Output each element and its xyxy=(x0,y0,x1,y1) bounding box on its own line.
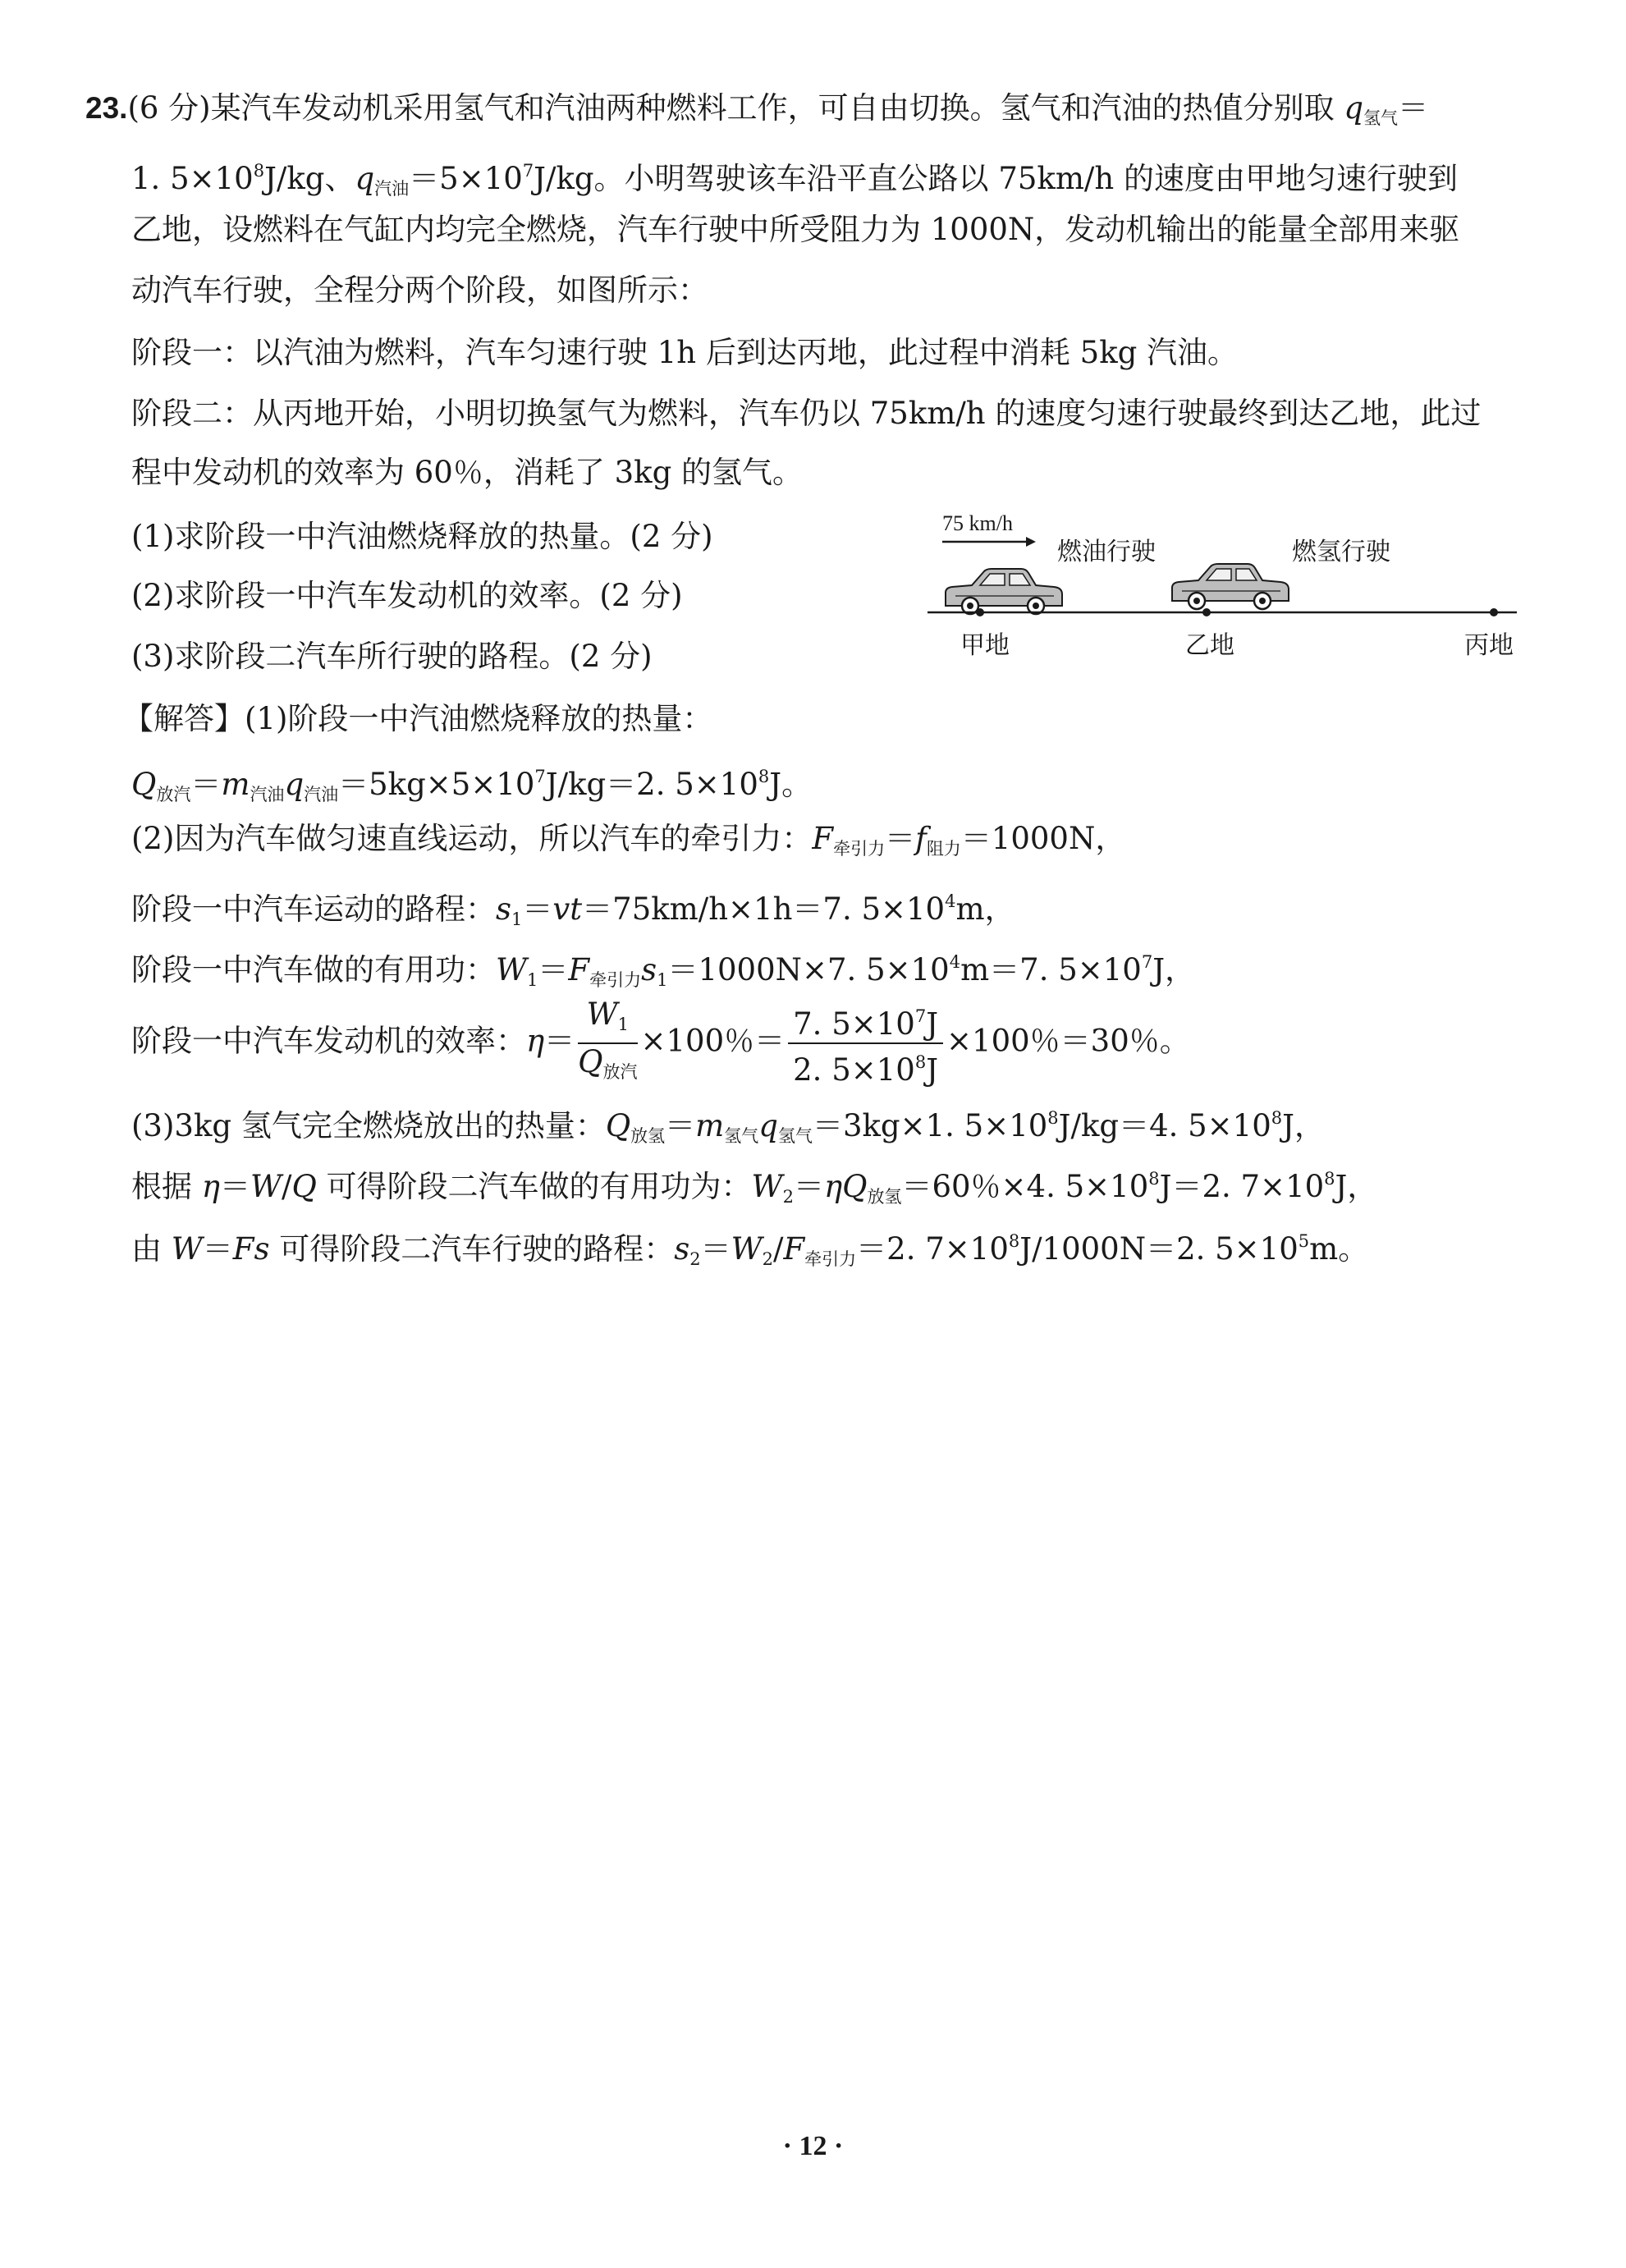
var: Q xyxy=(131,767,157,802)
solution-step-3-line-3 xyxy=(131,1221,1368,1279)
text: 2. 5×10 xyxy=(793,1052,915,1088)
subscript: 放氢 xyxy=(867,1187,902,1207)
text-segment: J/kg。小明驾驶该车沿平直公路以 75km/h 的速度由甲地匀速行驶到 xyxy=(534,161,1458,196)
text: ＝75km/h×1h＝7. 5×10 xyxy=(582,891,946,927)
solution-step-2-line-4 xyxy=(131,997,1190,1090)
solution-header: 【解答】(1)阶段一中汽油燃烧释放的热量： xyxy=(123,701,713,736)
question-line-1 xyxy=(85,89,1428,138)
sub-hydrogen: 氢气 xyxy=(1363,108,1399,128)
fraction-w1-over-q xyxy=(578,997,637,1090)
var-q: q xyxy=(1344,90,1364,126)
text: 可得阶段二汽车行驶的路程： xyxy=(269,1231,675,1267)
var: W xyxy=(731,1231,763,1267)
place-yi: 乙地 xyxy=(1185,631,1234,660)
fraction-values xyxy=(788,998,943,1088)
exponent: 8 xyxy=(1008,1231,1020,1251)
exponent: 8 xyxy=(1271,1108,1283,1128)
var: Q xyxy=(578,1044,603,1079)
text: J。 xyxy=(769,767,813,802)
var: F xyxy=(783,1231,805,1267)
var: W xyxy=(496,952,528,987)
var: F xyxy=(812,821,834,856)
text: 7. 5×10 xyxy=(793,1006,915,1042)
car-icon xyxy=(946,569,1062,614)
var: η xyxy=(823,1169,843,1204)
text-segment: 1. 5×10 xyxy=(131,161,254,196)
var: Q xyxy=(605,1108,631,1143)
question-line-2 xyxy=(131,151,1458,208)
subscript: 放汽 xyxy=(156,785,191,804)
text: ＝1000N×7. 5×10 xyxy=(667,952,950,987)
car-icon xyxy=(1172,564,1289,609)
text: ＝5kg×5×10 xyxy=(338,767,535,802)
var: Q xyxy=(842,1169,868,1204)
var: W xyxy=(250,1169,282,1204)
place-jia: 甲地 xyxy=(960,631,1010,660)
text: ＝ xyxy=(885,821,916,856)
subscript: 1 xyxy=(527,970,538,990)
text: ＝ xyxy=(190,767,222,802)
text: 根据 xyxy=(131,1169,202,1204)
var: vt xyxy=(552,891,583,927)
text: J， xyxy=(1152,952,1196,987)
point-c-marker xyxy=(1490,608,1498,616)
solution-step-3-line-2 xyxy=(131,1159,1377,1216)
stage-2-text-line-1: 阶段二：从丙地开始，小明切换氢气为燃料，汽车仍以 75km/h 的速度匀速行驶最终到达乙地，此过 xyxy=(131,396,1482,431)
text: ＝ xyxy=(700,1231,731,1267)
text: J/kg＝2. 5×10 xyxy=(545,767,758,802)
var: f xyxy=(915,821,927,856)
text: ×100％＝30％。 xyxy=(946,1023,1190,1059)
text: J xyxy=(926,1052,939,1088)
var: η xyxy=(201,1169,220,1204)
exponent: 5 xyxy=(1298,1231,1310,1251)
text: ＝ xyxy=(202,1231,233,1267)
eq-sign: ＝ xyxy=(1398,90,1429,126)
text: 阶段一中汽车发动机的效率： xyxy=(131,1023,526,1059)
page-number: · 12 · xyxy=(782,2131,844,2161)
text: ＝ xyxy=(665,1108,696,1143)
text: J/1000N＝2. 5×10 xyxy=(1019,1231,1299,1267)
text: J xyxy=(926,1006,939,1042)
exponent: 7 xyxy=(914,1006,927,1026)
text: (2)因为汽车做匀速直线运动，所以汽车的牵引力： xyxy=(131,821,813,856)
subscript: 1 xyxy=(511,909,523,929)
exponent: 8 xyxy=(914,1052,927,1072)
text: 由 xyxy=(131,1231,172,1267)
subscript: 阻力 xyxy=(926,839,961,859)
stage-1-text: 阶段一：以汽油为燃料，汽车匀速行驶 1h 后到达丙地，此过程中消耗 5kg 汽油。 xyxy=(131,335,1239,370)
stage-2-text-line-2: 程中发动机的效率为 60％，消耗了 3kg 的氢气。 xyxy=(131,455,804,490)
text: ＝ xyxy=(544,1023,575,1059)
road-diagram xyxy=(918,502,1525,667)
var: η xyxy=(526,1023,545,1059)
text: ＝ xyxy=(219,1169,250,1204)
var: Q xyxy=(291,1169,317,1204)
var: s xyxy=(674,1231,690,1267)
var: q xyxy=(284,767,305,802)
exponent: 4 xyxy=(945,891,956,911)
var: W xyxy=(586,997,618,1032)
solution-step-2-line-2 xyxy=(131,882,1015,939)
text: ＝60％×4. 5×10 xyxy=(901,1169,1149,1204)
subscript: 牵引力 xyxy=(804,1249,857,1269)
solution-step-2-line-3 xyxy=(131,942,1195,1000)
text: m， xyxy=(955,891,1015,927)
text: J/kg＝4. 5×10 xyxy=(1058,1108,1271,1143)
subscript: 2 xyxy=(689,1249,701,1269)
sub-gasoline: 汽油 xyxy=(374,179,410,199)
exponent: 4 xyxy=(949,952,961,972)
text: m＝7. 5×10 xyxy=(960,952,1142,987)
var: s xyxy=(641,952,657,987)
text: ×100％＝ xyxy=(640,1023,786,1059)
sub-question-3: (3)求阶段二汽车所行驶的路程。(2 分) xyxy=(131,639,653,674)
question-number: 23. xyxy=(85,91,128,125)
subscript: 汽油 xyxy=(250,785,285,804)
text-segment: ＝5×10 xyxy=(409,161,523,196)
exponent: 8 xyxy=(1047,1108,1059,1128)
q-text: 某汽车发动机采用氢气和汽油两种燃料工作，可自由切换。氢气和汽油的热值分别取 xyxy=(210,90,1344,126)
var: F xyxy=(568,952,590,987)
text: / xyxy=(281,1169,292,1204)
point-b-marker xyxy=(1202,608,1211,616)
place-bing: 丙地 xyxy=(1464,631,1514,660)
var-q: q xyxy=(355,161,375,196)
subscript: 1 xyxy=(657,970,668,990)
speed-arrow-icon xyxy=(942,537,1036,547)
label-hydrogen-driving: 燃氢行驶 xyxy=(1292,538,1390,566)
text: J， xyxy=(1335,1169,1378,1204)
subscript: 氢气 xyxy=(724,1126,759,1146)
text-segment: J/kg、 xyxy=(264,161,355,196)
solution-step-3-line-1 xyxy=(131,1098,1325,1156)
question-points: (6 分) xyxy=(127,90,211,126)
text: 阶段一中汽车运动的路程： xyxy=(131,891,496,927)
var: Fs xyxy=(232,1231,270,1267)
exponent: 8 xyxy=(1324,1169,1335,1189)
subscript: 汽油 xyxy=(304,785,339,804)
exponent: 8 xyxy=(1148,1169,1160,1189)
point-a-marker xyxy=(976,608,984,616)
var: m xyxy=(221,767,250,802)
var: m xyxy=(695,1108,725,1143)
exponent: 8 xyxy=(253,161,265,181)
text: m。 xyxy=(1309,1231,1369,1267)
solution-step-1 xyxy=(131,757,812,814)
text: ＝2. 7×10 xyxy=(856,1231,1009,1267)
text: ＝ xyxy=(538,952,569,987)
exponent: 7 xyxy=(522,161,534,181)
text: ＝3kg×1. 5×10 xyxy=(812,1108,1048,1143)
text: 可得阶段二汽车做的有用功为： xyxy=(316,1169,752,1204)
exponent: 7 xyxy=(1141,952,1153,972)
text: J， xyxy=(1282,1108,1325,1143)
solution-step-2-line-1 xyxy=(131,819,1125,868)
var: s xyxy=(496,891,511,927)
question-line-4: 动汽车行驶，全程分两个阶段，如图所示： xyxy=(131,273,708,308)
text: ＝ xyxy=(522,891,553,927)
exponent: 7 xyxy=(534,767,546,786)
sub-question-1: (1)求阶段一中汽油燃烧释放的热量。(2 分) xyxy=(131,519,713,554)
subscript: 1 xyxy=(617,1015,630,1034)
sub-question-2: (2)求阶段一中汽车发动机的效率。(2 分) xyxy=(131,578,683,613)
subscript: 放汽 xyxy=(602,1062,638,1082)
label-oil-driving: 燃油行驶 xyxy=(1057,538,1156,566)
exponent: 8 xyxy=(758,767,770,786)
text: ＝1000N， xyxy=(960,821,1126,856)
subscript: 2 xyxy=(782,1187,794,1207)
subscript: 放氢 xyxy=(630,1126,666,1146)
speed-label: 75 km/h xyxy=(942,511,1013,535)
question-line-3: 乙地，设燃料在气缸内均完全燃烧，汽车行驶中所受阻力为 1000N，发动机输出的能量全部用来驱 xyxy=(131,212,1460,247)
var: W xyxy=(171,1231,203,1267)
text: / xyxy=(773,1231,784,1267)
text: 阶段一中汽车做的有用功： xyxy=(131,952,496,987)
subscript: 2 xyxy=(762,1249,774,1269)
text: (3)3kg 氢气完全燃烧放出的热量： xyxy=(131,1108,606,1143)
var: q xyxy=(758,1108,778,1143)
text: ＝ xyxy=(793,1169,824,1204)
subscript: 氢气 xyxy=(777,1126,813,1146)
subscript: 牵引力 xyxy=(589,970,642,990)
text: J＝2. 7×10 xyxy=(1159,1169,1325,1204)
var: W xyxy=(751,1169,783,1204)
subscript: 牵引力 xyxy=(833,839,886,859)
